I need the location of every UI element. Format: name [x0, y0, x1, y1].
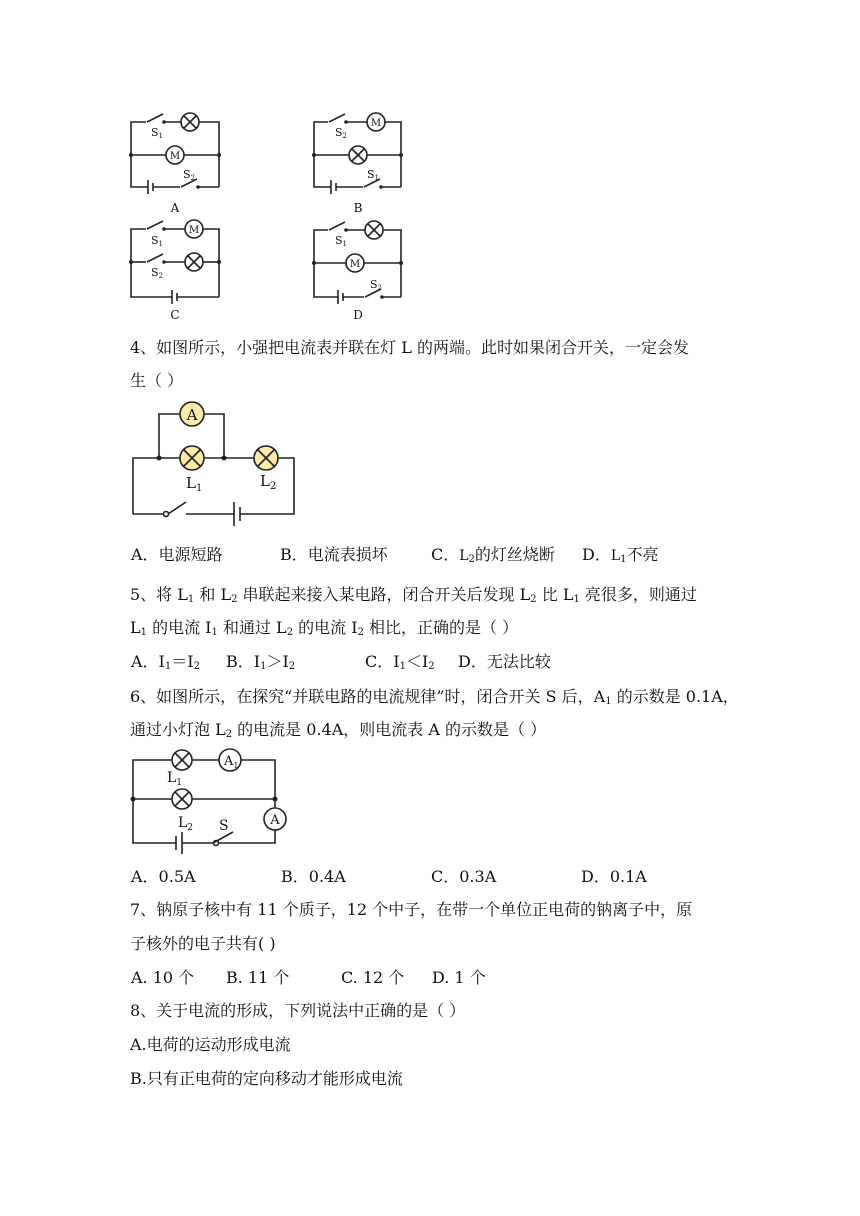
q4-option-c: C．$L_2$的灯丝烧断: [431, 545, 555, 565]
q6-l1-label: $L_1$: [167, 770, 183, 788]
q6-ammeter-label: A: [270, 813, 280, 828]
q8-option-a: A.电荷的运动形成电流: [130, 1035, 291, 1054]
q7-option-b: B. 11 个: [226, 968, 290, 987]
q5-option-a: A．$I_1=I_2$: [131, 652, 200, 672]
circuit-a-s2-label: S2: [183, 168, 196, 182]
circuit-b-s1-label: S1: [367, 168, 380, 182]
q5-option-d: D．无法比较: [458, 652, 551, 671]
q4-ammeter-label: A: [186, 406, 198, 424]
q6-option-d: D．0.1A: [581, 867, 647, 886]
circuit-c-s1-label: S1: [151, 234, 164, 248]
q6-l2-label: $L_2$: [178, 815, 194, 833]
q4-option-d: D．$L_1$不亮: [582, 545, 659, 565]
q5-line1: 5、将 $L_1$ 和 $L_2$ 串联起来接入某电路，闭合开关后发现 $L_2$ 比 $L_1$ 亮很多，则通过: [130, 585, 697, 605]
circuit-d-label: D: [353, 308, 363, 322]
circuit-c-motor-label: M: [188, 225, 200, 236]
q6-s-label: S: [219, 818, 229, 834]
q6-option-a: A．0.5A: [131, 867, 196, 886]
q8-line1: 8、关于电流的形成，下列说法中正确的是（ ）: [130, 1001, 466, 1020]
circuit-d-motor-label: M: [349, 259, 361, 270]
q4-line2: 生（ ）: [130, 371, 184, 390]
q7-option-c: C. 12 个: [341, 968, 405, 987]
q8-option-b: B.只有正电荷的定向移动才能形成电流: [130, 1069, 403, 1088]
q4-option-a: A．电源短路: [131, 545, 223, 564]
q4-lamp2-label: $L_2$: [260, 472, 277, 492]
circuit-a-s1-label: S1: [151, 126, 164, 140]
circuit-c-label: C: [170, 308, 180, 322]
q6-line2: 通过小灯泡 $L_2$ 的电流是 0.4A，则电流表 A 的示数是（ ）: [130, 720, 547, 740]
q6-line1: 6、如图所示，在探究“并联电路的电流规律”时，闭合开关 S 后，$A_1$ 的示数是 0.1A，: [130, 687, 739, 707]
q7-option-d: D. 1 个: [432, 968, 486, 987]
circuit-c-s2-label: S2: [151, 266, 164, 280]
q5-option-b: B．$I_1>I_2$: [226, 652, 296, 672]
circuit-a-motor-label: M: [169, 151, 181, 162]
circuit-b-label: B: [353, 201, 363, 215]
circuit-a-label: A: [170, 201, 180, 215]
q7-option-a: A. 10 个: [131, 968, 195, 987]
circuit-d-s1-label: S1: [335, 234, 348, 248]
circuit-b-motor-label: M: [370, 118, 382, 129]
circuit-d-s2-label: S2: [370, 278, 383, 292]
circuit-b-s2-label: S2: [335, 126, 348, 140]
q4-lamp1-label: $L_1$: [186, 474, 203, 494]
q4-option-b: B．电流表损坏: [280, 545, 388, 564]
q4-line1: 4、如图所示，小强把电流表并联在灯 L 的两端。此时如果闭合开关，一定会发: [130, 338, 689, 357]
q6-option-b: B．0.4A: [281, 867, 346, 886]
q7-line2: 子核外的电子共有( ): [130, 934, 276, 953]
q7-line1: 7、钠原子核中有 11 个质子，12 个中子，在带一个单位正电荷的钠离子中，原: [130, 900, 693, 919]
q6-a1-label: $A_1$: [224, 754, 239, 770]
q5-option-c: C．$I_1<I_2$: [365, 652, 435, 672]
q6-option-c: C．0.3A: [431, 867, 497, 886]
q5-line2: $L_1$ 的电流 $I_1$ 和通过 $L_2$ 的电流 $I_2$ 相比，正确的是（ ）: [130, 618, 519, 638]
